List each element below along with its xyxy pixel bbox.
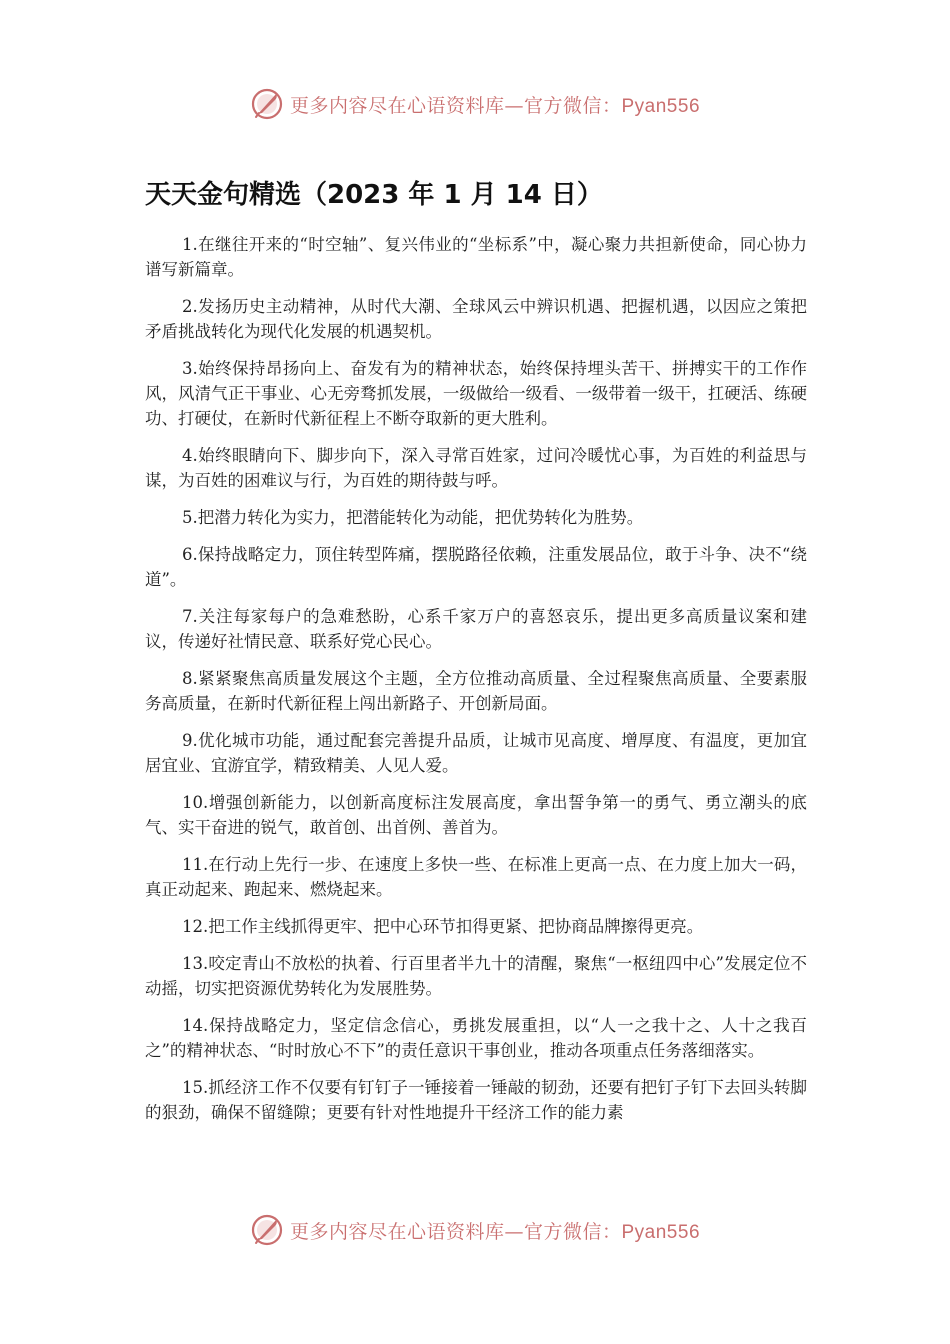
header-watermark-banner xyxy=(0,84,950,124)
quote-paragraph-8: 8.紧紧聚焦高质量发展这个主题，全方位推动高质量、全过程聚焦高质量、全要素服务高质量，在新时代新征程上闯出新路子、开创新局面。 xyxy=(145,669,807,713)
quote-paragraph-3: 3.始终保持昂扬向上、奋发有为的精神状态，始终保持埋头苦干、拼搏实干的工作作风，风清气正干事业、心无旁骛抓发展，一级做给一级看、一级带着一级干，扛硬活、练硬功、打硬仗，在新时代新征程上不断夺取新的更大胜利。 xyxy=(145,359,807,428)
quote-paragraph-4: 4.始终眼睛向下、脚步向下，深入寻常百姓家，过问冷暖忧心事，为百姓的利益思与谋，为百姓的困难议与行，为百姓的期待鼓与呼。 xyxy=(145,446,807,490)
quote-paragraph-7: 7.关注每家每户的急难愁盼，心系千家万户的喜怒哀乐，提出更多高质量议案和建议，传递好社情民意、联系好党心民心。 xyxy=(145,607,807,651)
quote-paragraph-13: 13.咬定青山不放松的执着、行百里者半九十的清醒，聚焦“一枢纽四中心”发展定位不动摇，切实把资源优势转化为发展胜势。 xyxy=(145,954,807,998)
quote-paragraph-14: 14.保持战略定力，坚定信念信心，勇挑发展重担，以“人一之我十之、人十之我百之”的精神状态、“时时放心不下”的责任意识干事创业，推动各项重点任务落细落实。 xyxy=(145,1016,807,1060)
quote-paragraph-15: 15.抓经济工作不仅要有钉钉子一锤接着一锤敲的韧劲，还要有把钉子钉下去回头转脚的狠劲，确保不留缝隙；更要有针对性地提升干经济工作的能力素 xyxy=(145,1078,807,1122)
quote-paragraph-1: 1.在继往开来的“时空轴”、复兴伟业的“坐标系”中，凝心聚力共担新使命，同心协力谱写新篇章。 xyxy=(145,235,807,279)
quote-paragraph-6: 6.保持战略定力，顶住转型阵痛，摆脱路径依赖，注重发展品位，敢于斗争、决不“绕道”。 xyxy=(145,545,807,589)
footer-watermark-banner xyxy=(0,1210,950,1250)
quote-paragraph-11: 11.在行动上先行一步、在速度上多快一些、在标准上更高一点、在力度上加大一码，真正动起来、跑起来、燃烧起来。 xyxy=(145,855,807,899)
document-title: 天天金句精选（2023 年 1 月 14 日） xyxy=(145,180,603,210)
quote-paragraph-10: 10.增强创新能力，以创新高度标注发展高度，拿出誓争第一的勇气、勇立潮头的底气、实干奋进的锐气，敢首创、出首例、善首为。 xyxy=(145,793,807,837)
quill-logo-icon xyxy=(250,87,284,121)
header-watermark-text: 更多内容尽在心语资料库—官方微信：Pyan556 xyxy=(289,94,701,117)
document-body xyxy=(145,232,807,1137)
quote-paragraph-5: 5.把潜力转化为实力，把潜能转化为动能，把优势转化为胜势。 xyxy=(182,508,644,527)
quote-paragraph-9: 9.优化城市功能，通过配套完善提升品质，让城市见高度、增厚度、有温度，更加宜居宜业、宜游宜学，精致精美、人见人爱。 xyxy=(145,731,807,775)
quote-paragraph-12: 12.把工作主线抓得更牢、把中心环节扣得更紧、把协商品牌擦得更亮。 xyxy=(182,917,704,936)
quote-paragraph-2: 2.发扬历史主动精神，从时代大潮、全球风云中辨识机遇、把握机遇，以因应之策把矛盾挑战转化为现代化发展的机遇契机。 xyxy=(145,297,807,341)
footer-watermark-text: 更多内容尽在心语资料库—官方微信：Pyan556 xyxy=(289,1220,701,1243)
quill-logo-icon xyxy=(250,1213,284,1247)
